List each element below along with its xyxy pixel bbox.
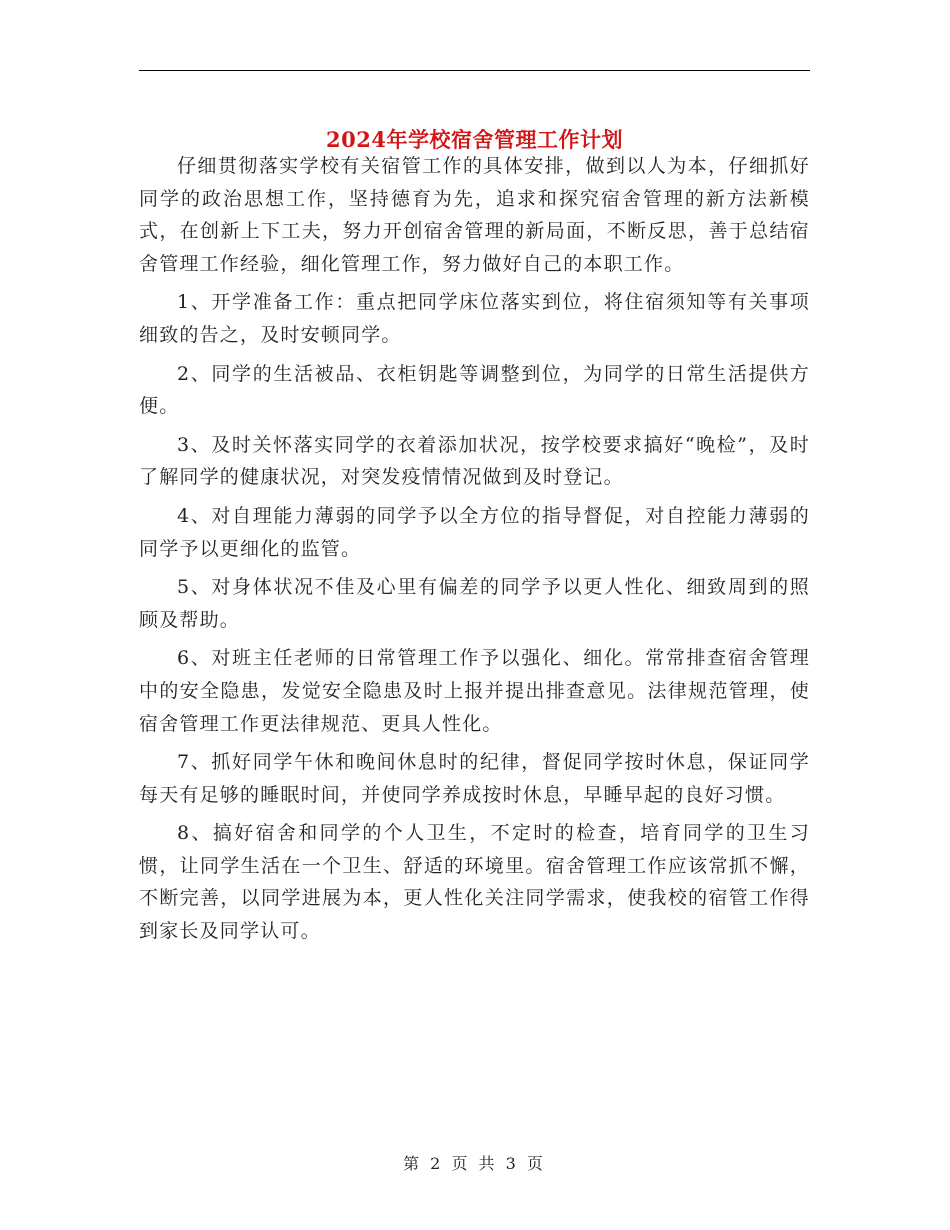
item-paragraph-7: 7、抓好同学午休和晚间休息时的纪律，督促同学按时休息，保证同学每天有足够的睡眠时间，并使同学养成按时休息，早睡早起的良好习惯。 xyxy=(139,751,810,806)
document-title: 2024年学校宿舍管理工作计划 xyxy=(326,127,623,153)
item-paragraph-3: 3、及时关怀落实同学的衣着添加状况，按学校要求搞好“晚检”，及时了解同学的健康状况，对突发疫情情况做到及时登记。 xyxy=(139,433,810,489)
intro-paragraph: 仔细贯彻落实学校有关宿管工作的具体安排，做到以人为本，仔细抓好同学的政治思想工作，坚持德育为先，追求和探究宿舍管理的新方法新模式，在创新上下工夫，努力开创宿舍管理的新局面，不断反思，善于总结宿舍管理工作经验，细化管理工作，努力做好自己的本职工作。 xyxy=(139,155,810,275)
page-footer: 第 2 页 共 3 页 xyxy=(403,1154,546,1173)
item-paragraph-6: 6、对班主任老师的日常管理工作予以强化、细化。常常排查宿舍管理中的安全隐患，发觉安全隐患及时上报并提出排查意见。法律规范管理，使宿舍管理工作更法律规范、更具人性化。 xyxy=(139,647,810,735)
item-paragraph-2: 2、同学的生活被品、衣柜钥匙等调整到位，为同学的日常生活提供方便。 xyxy=(139,362,810,418)
item-paragraph-4: 4、对自理能力薄弱的同学予以全方位的指导督促，对自控能力薄弱的同学予以更细化的监管。 xyxy=(139,504,810,560)
item-paragraph-8: 8、搞好宿舍和同学的个人卫生，不定时的检查，培育同学的卫生习惯，让同学生活在一个卫生、舒适的环境里。宿舍管理工作应该常抓不懈，不断完善，以同学进展为本，更人性化关注同学需求，使我校的宿管工作得到家长及同学认可。 xyxy=(139,822,810,943)
header-rule xyxy=(139,70,810,71)
document-body xyxy=(139,150,810,954)
item-paragraph-5: 5、对身体状况不佳及心里有偏差的同学予以更人性化、细致周到的照顾及帮助。 xyxy=(139,576,810,631)
item-paragraph-1: 1、开学准备工作：重点把同学床位落实到位，将住宿须知等有关事项细致的告之，及时安顿同学。 xyxy=(139,291,810,346)
